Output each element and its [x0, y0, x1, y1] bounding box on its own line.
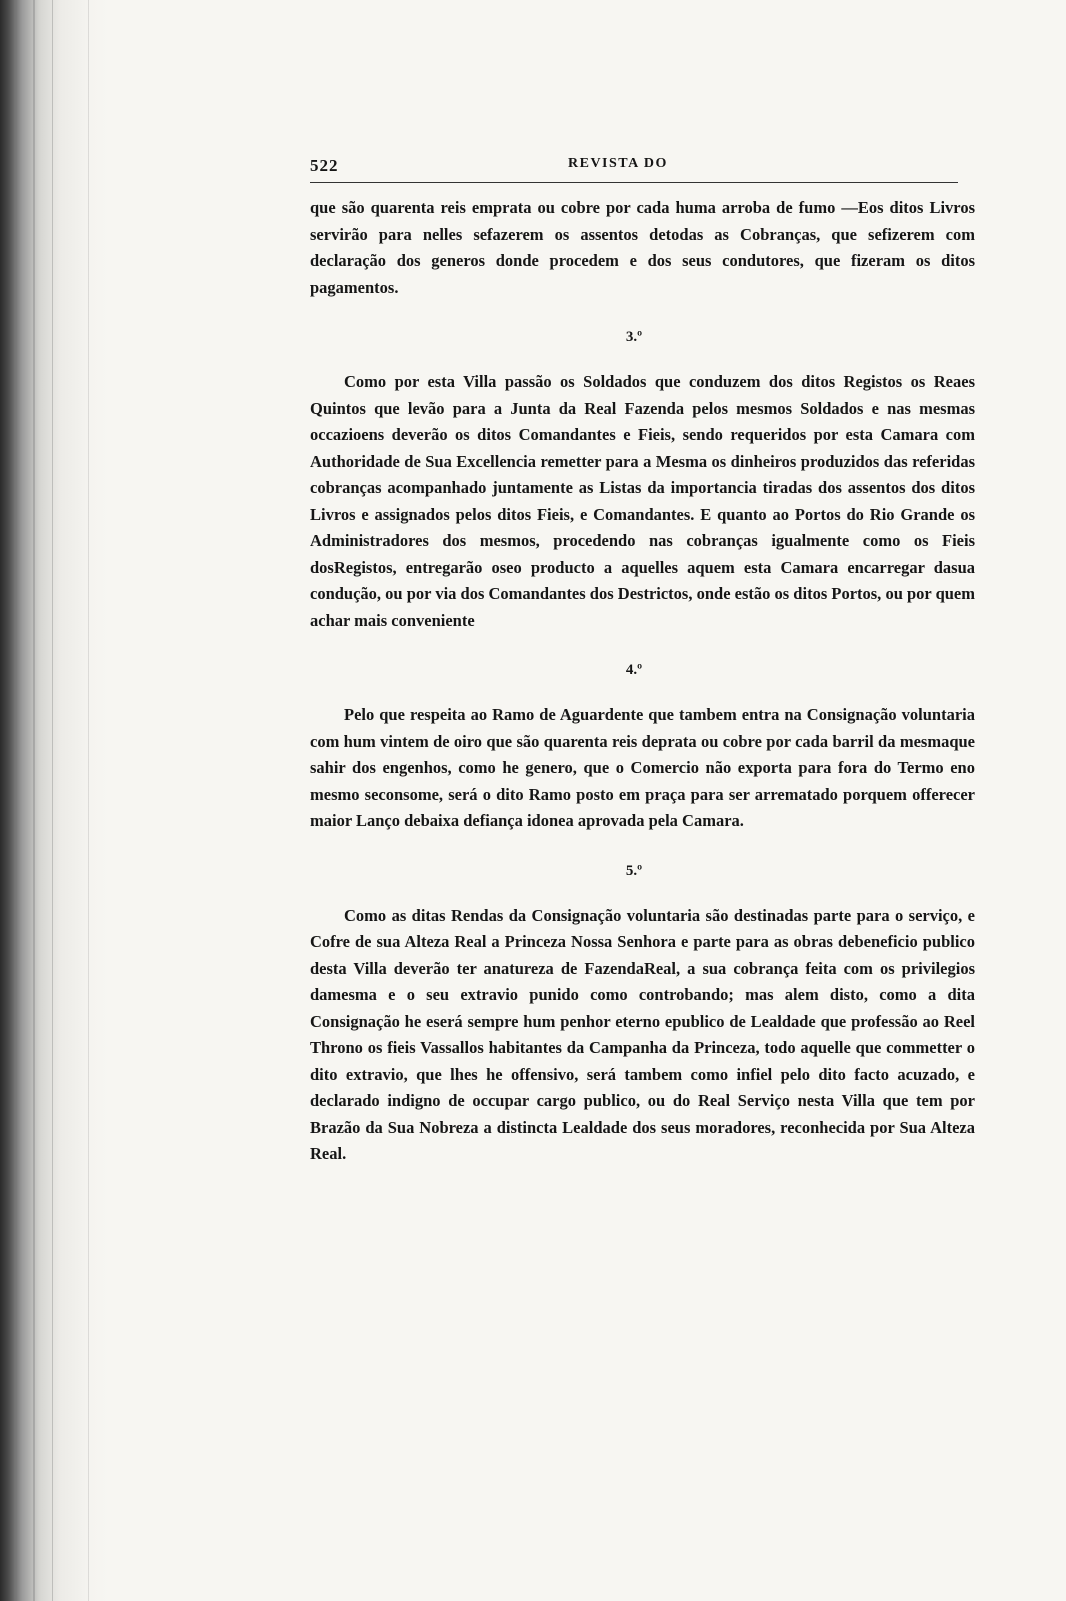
binding-line [52, 0, 53, 1601]
running-head: REVISTA DO [568, 156, 668, 171]
section-number: 5.º [625, 862, 643, 879]
section-paragraph: Como as ditas Rendas da Consignação voluntaria são destinadas parte para o serviço, e Cofre de sua Alteza Real a Princeza Nossa Senhora e parte para as obras debeneficio publico desta Villa deverão ter anatureza de FazendaReal, a sua cobrança feita com os privilegios damesma e o seu extravio punido como controbando; mas alem disto, como a dita Consignação he eserá sempre hum penhor eterno epublico de Lealdade que professão ao Reel Throno os fieis Vassallos habitantes da Campanha da Princeza, todo aquelle que commetter o dito extravio, que lhes he offensivo, será tambem como infiel pelo dito facto acuzado, e declarado indigno de occupar cargo publico, ou do Real Serviço nesta Villa que tem por Brazão da Sua Nobreza a distincta Lealdade dos seus moradores, reconhecida por Sua Alteza Real. [310, 905, 975, 1163]
header-rule [310, 182, 958, 183]
binding-line [88, 0, 89, 1601]
section-paragraph: Pelo que respeita ao Ramo de Aguardente que tambem entra na Consignação voluntaria com hum vintem de oiro que são quarenta reis deprata ou cobre por cada barril da mesmaque sahir dos engenhos, como he genero, que o Comercio não exporta para fora do Termo eno mesmo seconsome, será o dito Ramo posto em praça para ser arrematado porquem offerecer maior Lanço debaixa defiança idonea aprovada pela Camara. [310, 705, 975, 830]
binding-line [33, 0, 35, 1601]
intro-paragraph: que são quarenta reis emprata ou cobre por cada huma arroba de fumo —Eos ditos Livros servirão para nelles sefazerem os assentos detodas as Cobranças, que sefizerem com declaração dos generos donde procedem e dos seus condutores, que fizeram os ditos pagamentos. [310, 198, 975, 297]
section-number: 3.º [625, 329, 643, 345]
page-header [310, 150, 975, 180]
binding-line [14, 0, 17, 1601]
section-number: 4.º [625, 662, 643, 678]
section-paragraph: Como por esta Villa passão os Soldados que conduzem dos ditos Registos os Reaes Quintos que levão para a Junta da Real Fazenda pelos mesmos Soldados e nas mesmas occazioens deverão os ditos Comandantes e Fieis, sendo requeridos por esta Camara com Authoridade de Sua Excellencia remetter para a Mesma os dinheiros produzidos das referidas cobranças acompanhado juntamente as Listas da importancia tiradas dos assentos dos ditos Livros e assignados pelos ditos Fieis, e Comandantes. E quanto ao Portos do Rio Grande os Administradores dos mesmos, procedendo nas cobranças igualmente como os Fieis dosRegistos, entregarão oseo producto a aquelles aquem esta Camara encarregar dasua condução, ou por via dos Comandantes dos Destrictos, onde estão os ditos Portos, ou por quem achar mais conveniente [310, 372, 975, 630]
page [310, 150, 975, 1168]
page-number: 522 [310, 156, 339, 175]
